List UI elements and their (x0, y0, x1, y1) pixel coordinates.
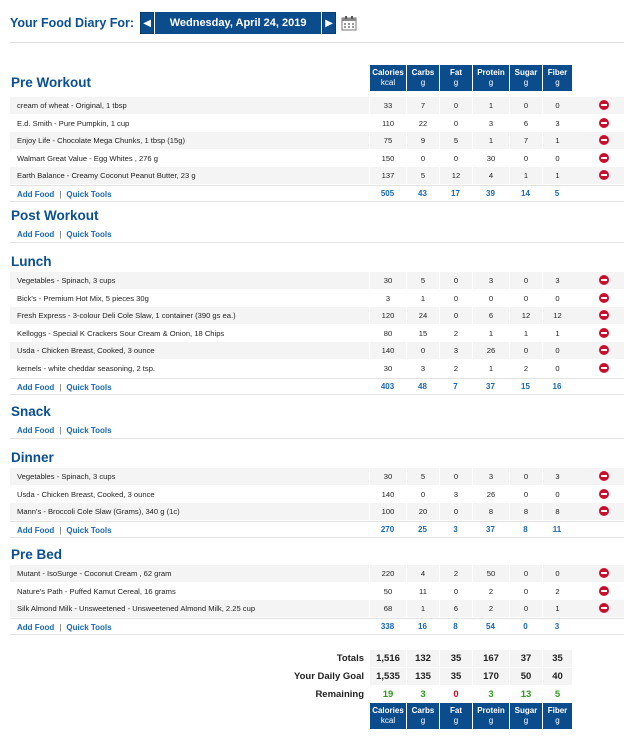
nutrient-value: 2 (509, 360, 542, 377)
food-entry-row[interactable] (10, 600, 624, 617)
delete-entry-icon[interactable] (599, 135, 609, 145)
nutrient-value: 3 (542, 115, 572, 132)
goal-value: 40 (542, 668, 572, 685)
column-unit: g (488, 716, 494, 725)
meal-actions-row (10, 521, 624, 538)
quick-tools-link[interactable]: Quick Tools (66, 382, 112, 392)
nutrient-value: 2 (439, 565, 472, 582)
food-entry-row[interactable] (10, 150, 624, 167)
triangle-right-icon: ▶ (325, 17, 333, 29)
column-unit: kcal (380, 78, 396, 87)
totals-value: 35 (542, 650, 572, 667)
meal-actions-row (10, 185, 624, 202)
meal-total-value: 16 (552, 381, 562, 391)
column-name: Carbs (411, 68, 435, 77)
meal-actions-row (10, 422, 624, 439)
quick-tools-link[interactable]: Quick Tools (66, 230, 112, 239)
column-name: Fat (450, 706, 462, 715)
food-entry-row[interactable] (10, 97, 624, 114)
meal-links (17, 426, 112, 435)
food-entry-name[interactable]: Usda - Chicken Breast, Cooked, 3 ounce (17, 346, 155, 356)
food-entry-row[interactable] (10, 115, 624, 132)
delete-entry-icon[interactable] (599, 153, 609, 163)
totals-value: 35 (439, 650, 472, 667)
quick-tools-link[interactable]: Quick Tools (66, 525, 112, 535)
link-separator: | (59, 190, 62, 199)
meal-total-value: 5 (554, 189, 560, 198)
nutrient-value: 0 (439, 468, 472, 485)
totals-value: 167 (472, 650, 509, 667)
nutrient-value: 50 (369, 583, 406, 600)
delete-entry-icon[interactable] (599, 100, 609, 110)
nutrient-value: 110 (369, 115, 406, 132)
meal-total-value: 14 (521, 189, 530, 198)
meal-total-value: 8 (523, 524, 528, 534)
nutrient-value: 4 (472, 167, 509, 184)
column-unit: g (453, 716, 459, 725)
quick-tools-link[interactable]: Quick Tools (66, 426, 112, 435)
nutrient-value: 3 (472, 468, 509, 485)
add-food-link[interactable]: Add Food (17, 382, 55, 392)
meal-links (17, 190, 112, 199)
column-unit: kcal (380, 716, 396, 725)
nutrient-value: 30 (472, 150, 509, 167)
delete-entry-icon[interactable] (599, 506, 609, 516)
nutrient-value: 0 (542, 486, 572, 503)
meal-total-value: 25 (418, 524, 427, 534)
remaining-value: 3 (472, 686, 509, 703)
nutrient-value: 11 (406, 583, 439, 600)
column-header-sugar (509, 65, 542, 91)
delete-entry-icon[interactable] (599, 489, 609, 499)
totals-value: 37 (509, 650, 542, 667)
remaining-value: 13 (509, 686, 542, 703)
add-food-link[interactable]: Add Food (17, 426, 55, 435)
food-entry-row[interactable] (10, 503, 624, 520)
nutrient-value: 0 (542, 342, 572, 359)
column-header-fiber (542, 65, 572, 91)
food-entry-name[interactable]: Fresh Express - 3-colour Deli Cole Slaw, 1 container (390 gs ea.) (17, 311, 236, 321)
previous-day-button[interactable] (140, 12, 154, 34)
footer-column-header-fat (439, 703, 472, 729)
nutrient-value: 6 (509, 115, 542, 132)
totals-value: 132 (406, 650, 439, 667)
nutrient-value: 15 (406, 325, 439, 342)
nutrient-value: 150 (369, 150, 406, 167)
meal-links (17, 623, 112, 632)
meal-title: Lunch (11, 254, 52, 269)
nutrient-value: 2 (439, 360, 472, 377)
food-entry-name[interactable]: kernels - white cheddar seasoning, 2 tsp. (17, 364, 156, 373)
remaining-label: Remaining (315, 689, 364, 700)
food-entry-name[interactable]: Bick's - Premium Hot Mix, 5 pieces 30g (17, 293, 149, 303)
nutrient-value: 1 (509, 167, 542, 184)
meal-total-value: 17 (451, 189, 460, 198)
column-unit: g (555, 78, 560, 87)
food-entry-name[interactable]: Mann's - Broccoli Cole Slaw (Grams), 340 g (1c) (17, 507, 180, 517)
goal-value: 50 (509, 668, 542, 685)
food-entry-name[interactable]: Vegetables - Spinach, 3 cups (17, 472, 116, 481)
column-name: Calories (372, 706, 404, 715)
meal-links (17, 230, 112, 239)
nutrient-value: 20 (406, 503, 439, 520)
food-entry-row[interactable] (10, 342, 624, 359)
add-food-link[interactable]: Add Food (17, 622, 55, 632)
nutrient-value: 0 (439, 115, 472, 132)
nutrient-value: 1 (542, 132, 572, 149)
nutrient-value: 26 (472, 342, 509, 359)
triangle-left-icon: ◀ (143, 17, 151, 29)
nutrient-value: 3 (542, 468, 572, 485)
food-entry-name[interactable]: Enjoy Life - Chocolate Mega Chunks, 1 tbsp (15g) (17, 136, 185, 146)
column-header-protein (472, 65, 509, 91)
delete-entry-icon[interactable] (599, 170, 609, 180)
nutrient-value: 6 (472, 307, 509, 324)
column-unit: g (420, 716, 426, 725)
nutrient-value: 3 (542, 272, 572, 289)
food-entry-row[interactable] (10, 325, 624, 342)
remaining-value: 5 (542, 686, 572, 703)
nutrient-value: 0 (509, 600, 542, 617)
nutrient-value: 0 (542, 97, 572, 114)
meal-total-value: 37 (486, 381, 495, 391)
remaining-row (10, 686, 624, 703)
nutrient-value: 8 (472, 503, 509, 520)
nutrient-value: 50 (472, 565, 509, 582)
column-unit: g (420, 78, 426, 87)
totals-value: 1,516 (369, 650, 406, 667)
nutrient-value: 140 (369, 342, 406, 359)
meal-total-value: 505 (380, 189, 395, 198)
nutrient-value: 3 (439, 342, 472, 359)
remaining-value: 3 (406, 686, 439, 703)
nutrient-value: 0 (439, 307, 472, 324)
nutrient-value: 1 (406, 290, 439, 307)
nutrient-value: 0 (406, 342, 439, 359)
meal-links (17, 383, 112, 392)
nutrient-value: 100 (369, 503, 406, 520)
nutrient-value: 1 (406, 600, 439, 617)
nutrient-value: 137 (369, 167, 406, 184)
delete-entry-icon[interactable] (599, 586, 609, 596)
nutrient-value: 0 (439, 583, 472, 600)
nutrient-value: 3 (369, 290, 406, 307)
nutrient-value: 0 (509, 565, 542, 582)
food-entry-row[interactable] (10, 132, 624, 149)
nutrient-value: 33 (369, 97, 406, 114)
nutrient-value: 80 (369, 325, 406, 342)
nutrient-value: 30 (369, 272, 406, 289)
column-name: Protein (477, 68, 505, 77)
add-food-link[interactable]: Add Food (17, 525, 55, 535)
meal-actions-row (10, 618, 624, 635)
meal-total-value: 7 (453, 381, 458, 391)
goal-value: 170 (472, 668, 509, 685)
meal-title: Pre Workout (11, 75, 92, 90)
nutrient-value: 120 (369, 307, 406, 324)
nutrient-value: 0 (439, 97, 472, 114)
goal-value: 135 (406, 668, 439, 685)
nutrient-value: 5 (406, 468, 439, 485)
column-name: Calories (372, 68, 404, 77)
goal-value: 35 (439, 668, 472, 685)
nutrient-value: 0 (542, 150, 572, 167)
link-separator: | (59, 622, 62, 632)
meal-links (17, 526, 112, 535)
nutrient-value: 6 (439, 600, 472, 617)
nutrient-value: 24 (406, 307, 439, 324)
goal-value: 1,535 (369, 668, 406, 685)
nutrient-value: 0 (439, 503, 472, 520)
column-unit: g (523, 78, 529, 87)
nutrient-value: 5 (439, 132, 472, 149)
nutrient-value: 1 (509, 325, 542, 342)
nutrient-value: 2 (439, 325, 472, 342)
nutrient-value: 30 (369, 468, 406, 485)
column-header-fat (439, 65, 472, 91)
nutrient-value: 8 (509, 503, 542, 520)
food-entry-row[interactable] (10, 486, 624, 503)
footer-column-header-protein (472, 703, 509, 729)
nutrient-value: 8 (542, 503, 572, 520)
nutrient-value: 1 (472, 360, 509, 377)
delete-entry-icon[interactable] (599, 310, 609, 320)
nutrient-value: 26 (472, 486, 509, 503)
column-name: Sugar (514, 68, 538, 77)
nutrient-value: 7 (406, 97, 439, 114)
nutrient-value: 1 (542, 325, 572, 342)
nutrient-value: 12 (439, 167, 472, 184)
nutrient-value: 7 (509, 132, 542, 149)
nutrient-value: 140 (369, 486, 406, 503)
food-entry-row[interactable] (10, 468, 624, 485)
food-entry-name[interactable]: Kelloggs - Special K Crackers Sour Cream & Onion, 18 Chips (17, 328, 225, 338)
meal-total-value: 54 (486, 621, 495, 631)
delete-entry-icon[interactable] (599, 293, 609, 303)
nutrient-value: 22 (406, 115, 439, 132)
delete-entry-icon[interactable] (599, 603, 609, 613)
nutrient-value: 5 (406, 167, 439, 184)
column-unit: g (453, 78, 459, 87)
column-name: Sugar (514, 706, 538, 715)
nutrient-value: 4 (406, 565, 439, 582)
meal-total-value: 0 (523, 621, 528, 631)
meal-actions-row (10, 378, 624, 395)
nutrient-value: 1 (472, 325, 509, 342)
delete-entry-icon[interactable] (599, 275, 609, 285)
nutrient-value: 1 (542, 600, 572, 617)
divider (10, 42, 624, 43)
column-name: Carbs (411, 706, 435, 715)
nutrient-value: 0 (472, 290, 509, 307)
nutrient-value: 0 (509, 272, 542, 289)
food-entry-name[interactable]: Nature's Path - Puffed Kamut Cereal, 16 grams (17, 586, 176, 596)
meal-total-value: 48 (418, 381, 427, 391)
delete-entry-icon[interactable] (599, 363, 609, 373)
nutrient-value: 5 (406, 272, 439, 289)
nutrient-value: 3 (439, 486, 472, 503)
meal-total-value: 8 (453, 621, 458, 631)
meal-total-value: 403 (380, 381, 395, 391)
nutrient-value: 9 (406, 132, 439, 149)
link-separator: | (59, 525, 62, 535)
food-entry-row[interactable] (10, 290, 624, 307)
remaining-value: 19 (369, 686, 406, 703)
nutrient-value: 0 (542, 290, 572, 307)
link-separator: | (59, 382, 62, 392)
nutrient-value: 0 (439, 150, 472, 167)
nutrient-value: 3 (472, 272, 509, 289)
nutrient-value: 220 (369, 565, 406, 582)
food-entry-row[interactable] (10, 272, 624, 289)
column-name: Protein (477, 706, 505, 715)
nutrient-value: 75 (369, 132, 406, 149)
meal-title: Dinner (11, 450, 54, 465)
column-unit: g (555, 716, 560, 725)
food-entry-name[interactable]: Vegetables - Spinach, 3 cups (17, 276, 116, 285)
meal-total-value: 11 (552, 524, 562, 534)
food-entry-name[interactable]: Usda - Chicken Breast, Cooked, 3 ounce (17, 489, 155, 499)
next-day-button[interactable] (322, 12, 336, 34)
nutrient-value: 0 (509, 468, 542, 485)
meal-total-value: 39 (486, 189, 495, 198)
meal-total-value: 16 (418, 621, 427, 631)
nutrient-value: 12 (509, 307, 542, 324)
nutrient-value: 0 (509, 97, 542, 114)
link-separator: | (59, 230, 62, 239)
nutrient-value: 1 (472, 97, 509, 114)
nutrient-value: 3 (472, 115, 509, 132)
daily-goal-label: Your Daily Goal (293, 671, 364, 682)
column-unit: g (488, 78, 494, 87)
nutrient-value: 1 (472, 132, 509, 149)
nutrient-value: 0 (439, 272, 472, 289)
delete-entry-icon[interactable] (599, 471, 609, 481)
add-food-link[interactable]: Add Food (17, 230, 55, 239)
nutrient-value: 68 (369, 600, 406, 617)
nutrient-value: 0 (509, 342, 542, 359)
footer-column-header-calories (369, 703, 406, 729)
column-unit: g (523, 716, 529, 725)
column-header-calories (369, 65, 406, 91)
nutrient-value: 2 (472, 583, 509, 600)
meal-total-value: 37 (486, 524, 495, 534)
food-entry-row[interactable] (10, 360, 624, 377)
nutrient-value: 2 (472, 600, 509, 617)
meal-title: Snack (11, 404, 51, 419)
totals-row (10, 650, 624, 667)
footer-column-header-carbs (406, 703, 439, 729)
food-entry-row[interactable] (10, 167, 624, 184)
meal-total-value: 270 (380, 524, 395, 534)
meal-total-value: 3 (554, 621, 560, 631)
food-entry-name[interactable]: Silk Almond Milk - Unsweetened - Unsweetened Almond Milk, 2.25 cup (17, 604, 256, 614)
meal-total-value: 43 (418, 189, 427, 198)
nutrient-value: 2 (542, 583, 572, 600)
meal-title: Post Workout (11, 208, 99, 223)
nutrient-value: 30 (369, 360, 406, 377)
column-name: Fiber (547, 68, 568, 77)
nutrient-value: 0 (509, 583, 542, 600)
meal-actions-row (10, 226, 624, 243)
food-entry-name[interactable]: cream of wheat - Original, 1 tbsp (17, 101, 127, 110)
diary-label: Your Food Diary For: (10, 16, 135, 30)
nutrient-value: 0 (439, 290, 472, 307)
food-entry-row[interactable] (10, 583, 624, 600)
nutrient-value: 0 (509, 486, 542, 503)
delete-entry-icon[interactable] (599, 328, 609, 338)
meal-total-value: 3 (453, 524, 458, 534)
footer-column-header-sugar (509, 703, 542, 729)
quick-tools-link[interactable]: Quick Tools (66, 190, 112, 199)
nutrient-value: 12 (542, 307, 572, 324)
food-entry-name[interactable]: Earth Balance - Creamy Coconut Peanut Butter, 23 g (17, 171, 196, 181)
food-entry-row[interactable] (10, 565, 624, 582)
nutrient-value: 0 (542, 565, 572, 582)
quick-tools-link[interactable]: Quick Tools (66, 622, 112, 632)
food-entry-name[interactable]: Mutant - IsoSurge - Coconut Cream , 62 gram (17, 569, 172, 578)
column-name: Fiber (547, 706, 568, 715)
food-entry-name[interactable]: Walmart Great Value - Egg Whites , 276 g (17, 153, 158, 163)
column-name: Fat (450, 68, 462, 77)
delete-entry-icon[interactable] (599, 568, 609, 578)
nutrient-value: 0 (509, 150, 542, 167)
totals-label: Totals (336, 653, 364, 664)
delete-entry-icon[interactable] (599, 345, 609, 355)
nutrient-value: 0 (406, 486, 439, 503)
meal-total-value: 338 (380, 621, 395, 631)
calendar-icon[interactable] (341, 15, 357, 31)
nutrient-value: 1 (542, 167, 572, 184)
column-header-carbs (406, 65, 439, 91)
delete-entry-icon[interactable] (599, 118, 609, 128)
link-separator: | (59, 426, 62, 435)
meal-title: Pre Bed (11, 547, 63, 562)
add-food-link[interactable]: Add Food (17, 190, 55, 199)
remaining-value: 0 (439, 686, 472, 703)
nutrient-value: 0 (542, 360, 572, 377)
daily-goal-row (10, 668, 624, 685)
nutrient-value: 0 (406, 150, 439, 167)
footer-column-header-fiber (542, 703, 572, 729)
food-entry-name[interactable]: E.d. Smith - Pure Pumpkin, 1 cup (17, 118, 130, 128)
meal-total-value: 15 (521, 381, 530, 391)
food-entry-row[interactable] (10, 307, 624, 324)
diary-date-bar (10, 10, 357, 36)
current-date: Wednesday, April 24, 2019 (155, 12, 321, 34)
nutrient-value: 3 (406, 360, 439, 377)
nutrient-value: 0 (509, 290, 542, 307)
